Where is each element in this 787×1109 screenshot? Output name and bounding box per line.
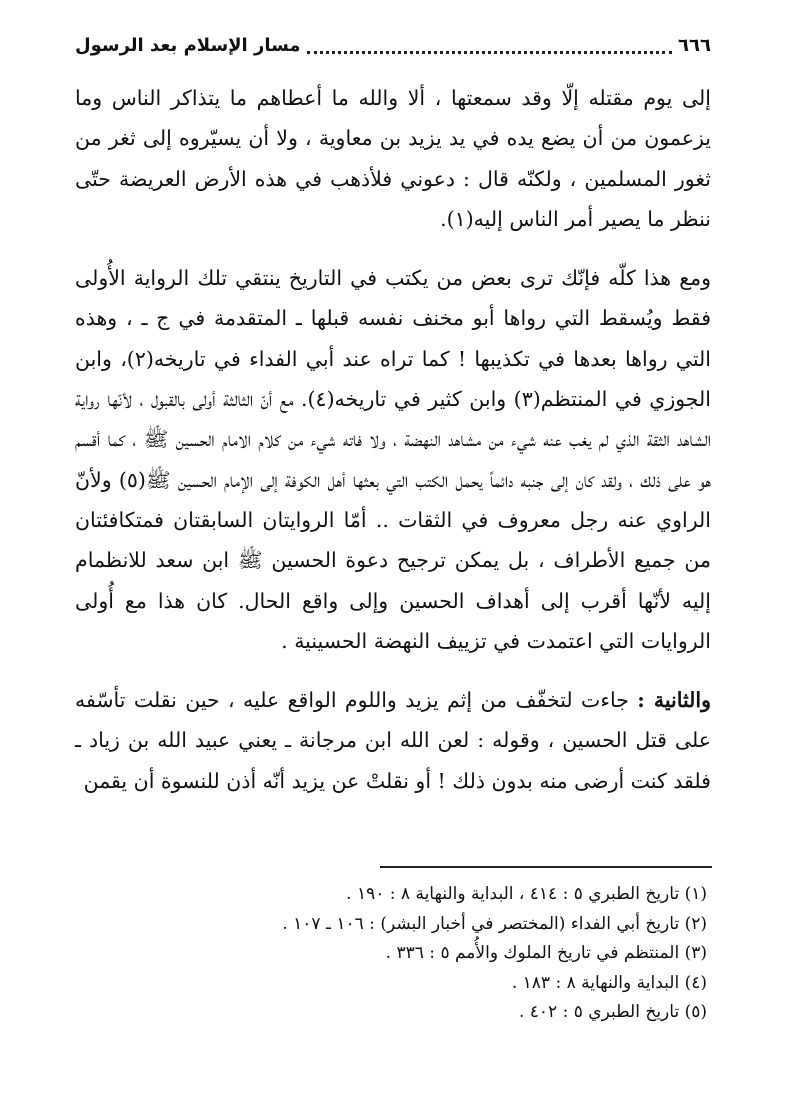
- footnote-separator: [380, 866, 712, 868]
- footnote-5: (٥) تاريخ الطبري ٥ : ٤٠٢ .: [518, 1002, 707, 1022]
- body-text: [75, 78, 711, 801]
- paragraph-3-text: جاءت لتخفّف من إثم يزيد واللوم الواقع عليه ، حين نقلت تأسّفه على قتل الحسين ، وقوله : لعن الله ابن مرجانة ـ يعني عبيد الله بن زياد ـ فلقد كنت أرضى منه بدون ذلك ! أو نقلتْ عن يزيد أنّه أذن للنسوة أن يقمن: [75, 688, 711, 793]
- footnote-1: (١) تاريخ الطبري ٥ : ٤١٤ ، البداية والنهاية ٨ : ١٩٠ .: [346, 884, 707, 904]
- footnote-3: (٣) المنتظم في تاريخ الملوك والأُمم ٥ : ٣٣٦ .: [385, 943, 707, 963]
- page-number: ٦٦٦: [678, 34, 711, 56]
- header-dot-leader: [307, 49, 672, 54]
- book-title: مسار الإسلام بعد الرسول: [75, 34, 301, 56]
- footnotes: [247, 880, 707, 1028]
- paragraph-1: إلى يوم مقتله إلّا وقد سمعتها ، ألا والله ما أعطاهم ما يتذاكر الناس وما يزعمون من أن يضع يده في يد يزيد بن معاوية ، ولا أن يسيّروه إلى ثغر من ثغور المسلمين ، ولكنّه قال : دعوني فلأذهب في هذه الأرض العريضة حتّى ننظر ما يصير أمر الناس إليه(١).: [75, 86, 711, 231]
- footnote-2: (٢) تاريخ أبي الفداء (المختصر في أخبار البشر) : ١٠٦ ـ ١٠٧ .: [282, 913, 707, 934]
- paragraph-2: ومع هذا كلّه فإنّك ترى بعض من يكتب في التاريخ ينتقي تلك الرواية الأُولى فقط ويُسقط التي رواها أبو مخنف نفسه قبلها ـ المتقدمة في ج ـ ، وهذه التي رواها بعدها في تكذيبها ! كما تراه عند أبي الفداء في تاريخه(٢)، وابن الجوزي في المنتظم(٣) وابن كثير في تاريخه(٤). مع أنّ الثالثة أولى بالقبول ، لأنّها رواية الشاهد الثقة الذي لم يغب عنه شيء من مشاهد النهضة ، ولا فاته شيء من كلام الامام الحسين ﷺ ، كما أقسم هو على ذلك ، ولقد كان إلى جنبه دائماً يحمل الكتب التي بعثها أهل الكوفة إلى الإمام الحسين ﷺ(٥) ولأنّ الراوي عنه رجل معروف في الثقات .. أمّا الروايتان السابقتان فمتكافئتان من جميع الأطراف ، بل يمكن ترجيح دعوة الحسين ﷺ ابن سعد للانظمام إليه لأنّها أقرب إلى أهداف الحسين وإلى واقع الحال. كان هذا مع أُولى الروايات التي اعتمدت في تزييف النهضة الحسينية .: [75, 266, 711, 653]
- paragraph-3-lead: والثانية :: [637, 688, 711, 713]
- footnote-4: (٤) البداية والنهاية ٨ : ١٨٣ .: [511, 972, 707, 993]
- running-header: [75, 30, 711, 60]
- paragraph-3: [75, 680, 711, 801]
